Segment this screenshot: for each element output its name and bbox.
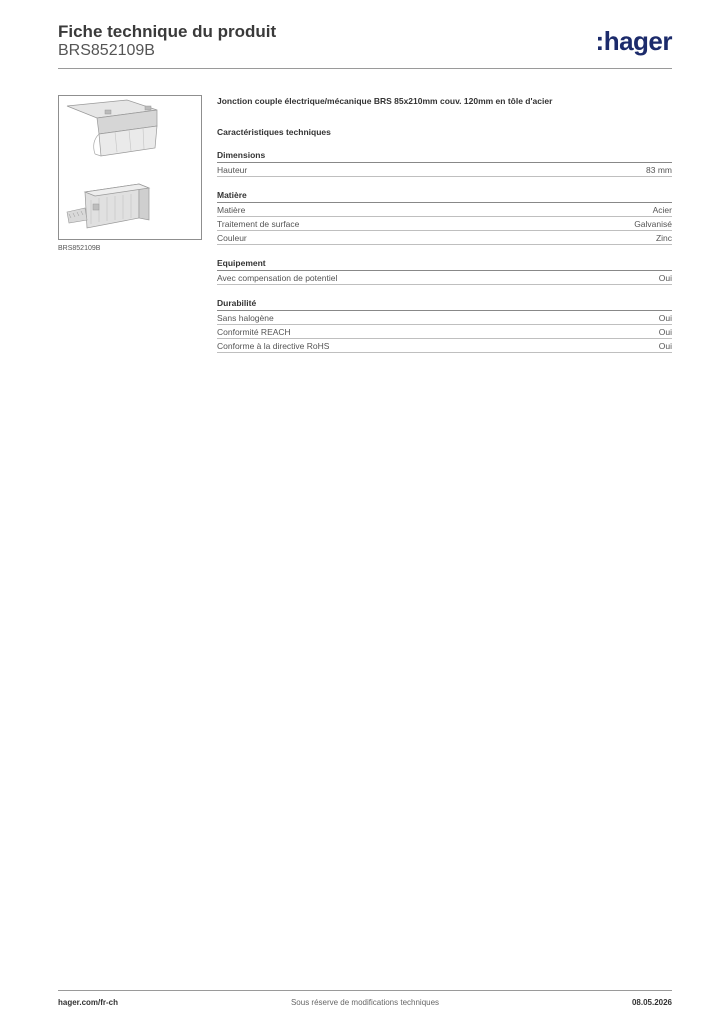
hager-logo: :hager: [595, 26, 672, 56]
product-image: [58, 95, 202, 240]
spec-value: Zinc: [655, 233, 672, 243]
spec-value: Galvanisé: [634, 219, 672, 229]
spec-label: Sans halogène: [217, 313, 274, 323]
spec-row: [217, 231, 672, 245]
group-material: [217, 190, 672, 245]
spec-value: Oui: [658, 273, 672, 283]
group-equipment: [217, 258, 672, 285]
spec-value: 83 mm: [646, 165, 672, 175]
technical-characteristics-heading: Caractéristiques techniques: [217, 127, 331, 137]
page-header: [58, 20, 672, 68]
spec-label: Couleur: [217, 233, 247, 243]
spec-value: Oui: [658, 327, 672, 337]
spec-label: Avec compensation de potentiel: [217, 273, 338, 283]
page-footer: [58, 998, 672, 1012]
spec-row: [217, 163, 672, 177]
footer-date: 08.05.2026: [631, 998, 672, 1007]
spec-label: Conforme à la directive RoHS: [217, 341, 330, 351]
group-title: Durabilité: [217, 298, 672, 311]
spec-label: Conformité REACH: [217, 327, 291, 337]
spec-row: [217, 339, 672, 353]
spec-label: Matière: [217, 205, 246, 215]
group-title: Equipement: [217, 258, 672, 271]
product-drawing: [59, 96, 201, 239]
spec-label: Traitement de surface: [217, 219, 300, 229]
footer-website-link[interactable]: hager.com/fr-ch: [58, 998, 119, 1007]
spec-row: [217, 325, 672, 339]
spec-row: [217, 311, 672, 325]
spec-label: Hauteur: [217, 165, 248, 175]
product-reference: BRS852109B: [58, 42, 155, 59]
group-title: Dimensions: [217, 150, 672, 163]
header-divider: [58, 68, 672, 69]
spec-value: Oui: [658, 313, 672, 323]
group-dimensions: [217, 150, 672, 177]
product-description: Jonction couple électrique/mécanique BRS 85x210mm couv. 120mm en tôle d'acier: [217, 96, 553, 106]
spec-row: [217, 203, 672, 217]
specification-section: [217, 96, 672, 353]
spec-row: [217, 271, 672, 285]
group-durability: [217, 298, 672, 353]
page-title: Fiche technique du produit: [58, 22, 277, 41]
footer-divider: [58, 990, 672, 991]
group-title: Matière: [217, 190, 672, 203]
image-caption: BRS852109B: [58, 245, 101, 252]
footer-notice: Sous réserve de modifications techniques: [290, 998, 440, 1007]
spec-value: Oui: [658, 341, 672, 351]
spec-value: Acier: [652, 205, 672, 215]
spec-row: [217, 217, 672, 231]
